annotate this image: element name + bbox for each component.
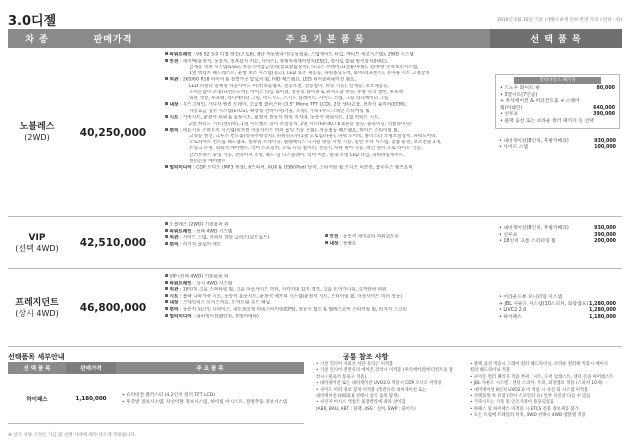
note-line: • 블랙 옵션 적용시 그레이 컬러 헤드라이닝, 브라운 컬러팩 적용시 베이지	[470, 362, 608, 367]
feature-category: 시트	[169, 115, 179, 121]
option-name: • 어라운드뷰 모니터링 시스템	[499, 295, 563, 300]
feature-category: 멀티미디어	[169, 314, 192, 320]
note-line: • JBL 사운드 시스템 : 센터 스피커, 우퍼, 외장앰프 적용 (스피커 10개)	[470, 381, 603, 387]
feature-text: : 버튼시동 스마트키 시스템(리모컨 아웃사이드 미러 폴딩 기능 포함), 자동점등 헤드램프, 하이드 스티어링 휠,	[178, 128, 400, 134]
detail-header-price: 판매가격	[66, 362, 116, 374]
trim-drive-text: (2WD)	[24, 133, 50, 143]
trim-name	[8, 48, 66, 217]
option-price: 390,000	[594, 232, 616, 238]
trim-price: 42,510,000	[79, 237, 147, 249]
trim-name	[8, 269, 66, 347]
note-line: • 내비게이션 또는 내비게이션 UVO2.0 적용시 CDP 오디오 미적용	[316, 381, 442, 387]
feature-text: : 265/60 R18 타이어 & 전면가공 알로이 휠, HID 헤드램프, LED 리어콤비네이션 램프,	[178, 77, 356, 83]
trim-name-text: 노블레스	[19, 122, 55, 133]
page-title: 3.0디젤	[8, 14, 57, 29]
feature-line	[165, 314, 490, 321]
feature-text: 트렁크 조명, 뒷좌석 에어벤트, 리어 스포일러, 오토 디밍 룸미러, 전동식 자세 제어 기능, 레인 센서 오토 라이트 기능,	[189, 146, 423, 152]
feature-text: : 에어백(운전석, 동승석, 전복감지 커튼, 사이드), 차체자세제어장치(ESC), 경사로 밀림 방지장치(HAC),	[178, 59, 389, 65]
feature-text: : 상시 4WD 시스템	[191, 281, 233, 287]
feature-text: 센터콘솔 에어벤트	[189, 158, 226, 164]
note-line: • 내비게이션 8인치 UVO2.0 미 적용 시 사진 외 시스템 미적용	[470, 387, 589, 393]
note-line: • 하패스 및 하이패스 미적용 시 ETCS 전용 정보제공 불가	[470, 406, 579, 412]
feature-category: 멀티미디어	[169, 165, 192, 171]
basic-features-list	[165, 274, 490, 320]
option-name: • LIVC2 2.0	[499, 308, 527, 314]
trim-name	[8, 217, 66, 269]
feature-text: : 내비게이션(8인치, 후방카메라)	[191, 314, 259, 320]
feature-text: : CDP 오디오 (MP3 재생), 6스피커, AUX & USB(iPod) 단자, 스티어링 휠 오디오 리모컨, 블루투스 핸즈프리	[191, 165, 413, 171]
bullet-square-icon	[165, 229, 168, 232]
option-line	[500, 119, 615, 126]
feature-line	[165, 242, 325, 249]
option-price: 1,280,000	[588, 308, 616, 314]
feature-category: 내장	[169, 300, 179, 306]
option-line	[499, 226, 616, 233]
feature-line	[165, 165, 490, 172]
detail-option-name: 하이패스	[26, 397, 48, 403]
bullet-square-icon	[165, 235, 168, 238]
feature-category: 안전	[329, 234, 339, 240]
footnote: ※ 상기 사양 구성은 가감 및 선택 사양에 따라 다르게 적용됩니다.	[8, 433, 137, 438]
note-line: • 사각지 어시스 색상은 외장칼라에 따라 상이함	[316, 400, 406, 406]
option-price: 1,280,000	[588, 301, 616, 307]
option-line	[500, 86, 615, 93]
option-line	[499, 315, 616, 322]
bullet-square-icon	[165, 59, 168, 62]
option-price: 200,000	[594, 239, 616, 245]
detail-item: • 슈퍼비전 클러스터 (4.2인치 컬러 TFT LCD)	[122, 393, 216, 398]
feature-category: 파워트레인	[169, 52, 192, 58]
trim-price: 40,250,000	[79, 126, 147, 139]
feature-line	[165, 102, 490, 109]
option-name: • 내비게이션(8인치, 후방카메라)	[499, 226, 569, 231]
basic-features-list	[165, 52, 490, 171]
feature-category: 내장	[329, 241, 339, 247]
note-line: • 가죽시트는 가죽 및 인조가죽이 혼용되었음	[470, 400, 555, 406]
option-package-box	[495, 74, 620, 129]
feature-line	[325, 234, 485, 241]
feature-line	[165, 77, 490, 84]
bullet-square-icon	[165, 52, 168, 55]
bullet-square-icon	[165, 287, 168, 290]
option-price: 640,000	[593, 105, 615, 111]
common-notes-title: 공통 참조 사항	[343, 353, 389, 361]
feature-text: : 스테인리스 도어스커프, 도어트림 우드 패널	[178, 300, 271, 306]
bullet-square-icon	[165, 165, 168, 168]
header-price: 판매가격	[66, 29, 160, 48]
feature-category: 파워트레인	[169, 281, 192, 287]
trim-name-text: 프레지던트	[15, 297, 59, 308]
feature-line	[165, 281, 490, 288]
option-price: 930,000	[594, 226, 616, 231]
bullet-square-icon	[165, 242, 168, 245]
detail-item: • 후측방 경보시스템, 차선이탈 경보시스템, 하이빔 어시스트, 전방추돌 경보시스템	[122, 400, 288, 405]
feature-line	[165, 59, 490, 66]
feature-text: : 가죽시트, 운전석 파워 & 통풍시트, 운전석 전동식 허리 지지대, 동승석 파워시트, 1열 히티드 시트,	[178, 115, 380, 121]
feature-category: 외관	[169, 235, 179, 241]
feature-text: : 동승석 워크인 디바이스, 속도감응형 파워스티어링(EPS), 전동식 틸트 & 텔레스코픽 스티어링 휠, 러기지 스크린	[178, 307, 407, 313]
feature-line	[165, 300, 490, 307]
option-name: • 사이드 스텝	[499, 145, 529, 151]
note-line: • 모든 트림에 트레일러 히치, 4WD 선택시 4WD 엠블렘 적용	[470, 413, 586, 419]
note-line: 착시 / 블로어 통풍구 적용)	[316, 374, 367, 380]
trim-drive-text: (상시 4WD)	[15, 308, 59, 318]
feature-category: 편의	[169, 128, 179, 134]
bullet-square-icon	[165, 307, 168, 310]
option-name: • 선루프	[500, 112, 519, 118]
feature-category: 외관	[169, 287, 179, 293]
note-line: (ABP, BAU, ABT : 블랙, 4SS : 실버, SWP : 화이트)	[316, 406, 416, 412]
trim-name-text: VIP	[28, 232, 46, 243]
feature-text: LED 러쉬터 일체형 아웃사이드 미러(퍼들램프, 전동조절, 전동접이, 히팅 기능), 안개등, 보조제동등,	[189, 83, 390, 89]
bullet-square-icon	[165, 300, 168, 303]
option-line	[500, 112, 615, 119]
feature-text: 글러브박스 쿨링 기능, 선바이저 조명, 헤드 업 디스플레이, 리어 커튼, 실내 조명 LED 타입, 파워테일게이트,	[189, 152, 405, 158]
option-line	[500, 99, 615, 106]
note-line: • 기상 인티어 전면유리 에어콘 장착시 미적용 (후석에어컨/히터컨트롤 장	[316, 368, 453, 374]
option-name: • 선루프	[499, 232, 518, 238]
bullet-square-icon	[165, 115, 168, 118]
bullet-square-icon	[165, 281, 168, 284]
option-list	[493, 295, 622, 321]
feature-text: : 18인치 크롬 스퍼터링 휠, 크롬 아웃사이드 미러, 사각지대 감지 경보, 크롬 도어가니쉬, 호박잔바 파워	[178, 287, 387, 293]
option-price: 1,180,000	[588, 314, 616, 320]
basic-features-list	[165, 222, 325, 248]
feature-category: 시트	[169, 294, 179, 300]
bullet-square-icon	[165, 77, 168, 80]
trim-price: 46,800,000	[79, 302, 147, 314]
feature-category: 파워트레인	[169, 229, 192, 235]
option-price: 930,000	[594, 138, 616, 144]
common-notes-left	[316, 362, 453, 413]
option-name: • 하이패스	[499, 314, 522, 320]
option-name: • 스노우 화이트 펄	[500, 86, 540, 91]
bullet-square-icon	[165, 274, 168, 277]
feature-text: : 블랙 나파가죽 시트, 동승석 통풍시트, 운전석 메모리 시스템(운전석 시트, 스티어링 휠, 아웃사이드 미러 연동)	[178, 294, 403, 300]
option-name: • 내비게이션(8인치, 후방카메라)	[499, 138, 569, 144]
feature-category: 편의	[169, 242, 179, 248]
option-name: • 18인치 크롬 스퍼터링 휠	[499, 239, 556, 245]
option-name: • 블랙 옵션 또는 브라운 컬러 패키지 등 선택	[500, 118, 594, 124]
detail-option-items	[122, 392, 287, 406]
option-package-label: 컨비니언스 패키지	[514, 77, 601, 84]
option-name: + 후석에어컨 & 히터컨트롤 + 스페어	[500, 99, 580, 105]
feature-category: 편의	[169, 307, 179, 313]
bullet-square-icon	[165, 314, 168, 317]
feature-category: 안전	[169, 59, 179, 65]
option-name: • 3열시트(7인승)	[500, 92, 538, 98]
feature-line	[165, 128, 490, 135]
note-line: 내비게이션 UVO2.0 선택시 상기 품목 탑재)	[316, 394, 399, 400]
note-line: • 파이온 컬러 패키지 적용 부위 : 시트, 도어 암레스트, 센터 콘솔 아머레스트	[470, 374, 614, 380]
option-line	[499, 239, 616, 246]
feature-text: : 풋램프	[338, 241, 357, 247]
trim-drive-text: (선택 4WD)	[15, 243, 59, 253]
option-name: + JBL 사운드 시스템(10스피커, 외장앰프)	[499, 301, 589, 307]
note-line: 컬러 헤드라이닝 적용	[470, 368, 511, 374]
option-price: 390,000	[593, 112, 615, 118]
basic-features-list-right	[325, 234, 485, 247]
bullet-square-icon	[165, 294, 168, 297]
feature-text: : 우드그레인, 가디자 엔진 트레이, 고급형 클러스터 (3.5" Mono TFT LCD), 2단 센터콘솔, 전자식 룸미러(ECM),	[178, 102, 407, 108]
feature-text: : V6 S2 3.0 디젤 엔진(오토6), 8단 자동변속기(수동겸용, 스텝게이트 타입, 액티브 에코시스템), 2WD 시스템	[191, 52, 414, 58]
feature-line	[165, 274, 490, 281]
option-line	[499, 145, 616, 152]
note-line: • 사이드 미러 경보 장치 미적용 (측면유리 내비게이션 또는	[316, 387, 427, 393]
feature-text: 노블레스 (2WD) 기본품목 외	[169, 222, 229, 228]
header-option-items: 선 택 품 목	[490, 29, 622, 48]
option-extra-lines	[493, 139, 622, 152]
feature-text: 도어손잡이 조명(프런트도어), 아이스 타입 와이퍼, 앞유리 와이퍼 & 워셔노즐 히팅, 후방 유리 열선, 루프랙	[189, 90, 403, 96]
option-package-lines	[500, 86, 615, 126]
feature-text: 고성능 엔진, 크루즈 컨트롤(영속주행장치), 파워윈도우(1열 오토업/다운), 파워 도어록, 클러스터 조명조절장치, 파워도어락,	[189, 134, 438, 140]
feature-line	[165, 222, 325, 229]
option-price: 80,000	[596, 86, 615, 91]
feature-text: : 동승석 세이프티 파워윈도우	[338, 234, 400, 240]
feature-line	[165, 307, 490, 314]
bullet-square-icon	[165, 128, 168, 131]
option-line	[499, 295, 616, 302]
feature-category: 외관	[169, 77, 179, 83]
note-line: • 기상 인티어 자외선 차단 유리는 미적용	[316, 362, 394, 367]
option-detail-title: 선택품목 세부안내	[8, 353, 65, 361]
option-line	[499, 308, 616, 315]
bullet-square-icon	[165, 102, 168, 105]
option-list	[493, 74, 622, 152]
bullet-square-icon	[325, 234, 328, 237]
feature-line	[165, 115, 490, 122]
feature-text: VIP (선택 4WD) 기본품목 외	[169, 274, 229, 280]
feature-line	[165, 294, 490, 301]
feature-line	[165, 287, 490, 294]
feature-line	[165, 235, 325, 242]
common-notes-right	[470, 362, 613, 420]
bullet-square-icon	[325, 241, 328, 244]
feature-text: 1열 액티브 헤드레스트, 운행 보조 시스템(경고), LED 보조 제동등, 파워폴딩도어, 와이퍼(프론트), 유아용 시트 고정장치	[189, 71, 430, 77]
option-detail-row	[8, 374, 304, 424]
header-model: 차 종	[8, 29, 66, 48]
feature-text: 2열 히티드 시트(센터쪽), 1열 시트벨트 높이 조절장치, 2열 시트(60:40 / 6:4분할 폴딩, 슬라이딩, 리클라이닝)	[189, 121, 412, 127]
feature-text: 외관 색상, 루프랙, 라디에이터 그릴, 머드가드, 스키드 플레이트, 사이드 스텝, 그릴 라디에이터 그릴	[189, 96, 389, 102]
feature-category: 내장	[169, 102, 179, 108]
feature-text: 급제동 경보 시스템(ESS), 차동기어잠금장치(험로탈출장치), 다크스 브레이크(전륜/후륜), 전/후방 주차보조시스템,	[189, 65, 419, 71]
feature-line	[165, 52, 490, 59]
feature-line	[325, 241, 485, 248]
detail-header-contents: 주 요 품 목	[116, 362, 304, 374]
feature-line	[165, 229, 325, 236]
option-price: 100,000	[594, 145, 616, 151]
note-line: • 선택품목 차 유형 (리어 스포일러 등) 일부 사진과 다를 수 있음	[470, 394, 591, 400]
feature-text: : 사이드 스텝, 자외선 차단 글라스(윈드실드)	[178, 235, 270, 241]
option-list	[493, 226, 622, 246]
feature-text: 자동요금 징수 시스템(ETCS), 확장형 선바이저(거울, 조명), 가죽+우드그레인 스티어링 휠	[189, 108, 370, 114]
detail-header-item: 선 택 품 목	[8, 362, 66, 374]
bullet-square-icon	[165, 222, 168, 225]
detail-option-price: 1,180,000	[75, 396, 107, 402]
price-basis-note: 2016년 2월 16일 기준 (개별소비세 인하 반영 가격 / 단위 : 원)	[497, 18, 622, 23]
feature-text: 오토라이트 컨트롤 헤드램프, 풋파워 트레이닝, 텔레메틱스 디지털 방송 시청 기능, 일반 주차 시스템, 맞춤 운전, 보조전원 2개,	[189, 140, 442, 146]
feature-text: : 러기지 플로어 매트	[178, 242, 222, 248]
option-name: 휠(미쉐린)	[500, 105, 523, 111]
header-basic-items: 주 요 기 본 품 목	[160, 29, 490, 48]
feature-text: : 선택 4WD 시스템	[191, 229, 233, 235]
